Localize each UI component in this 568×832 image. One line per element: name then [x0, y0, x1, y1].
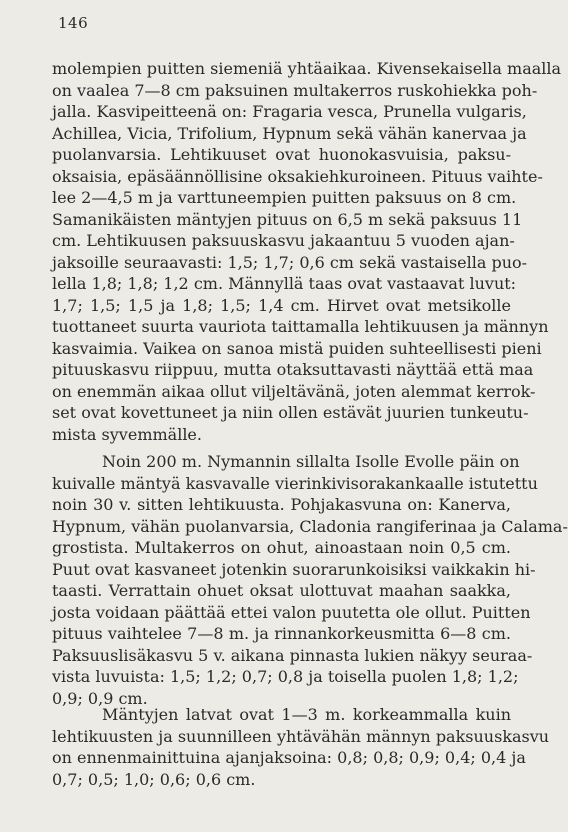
text-line: set ovat kovettuneet ja niin ollen estävät juurien tunkeutu- — [52, 403, 529, 422]
text-line: josta voidaan päättää ettei valon puutetta ole ollut. Puitten — [52, 602, 531, 622]
text-line: Mäntyjen latvat ovat 1—3 m. korkeammalla kuin — [102, 705, 511, 724]
page-number: 146 — [58, 14, 89, 32]
text-line: grostista. Multakerros on ohut, ainoastaan noin 0,5 cm. — [52, 538, 511, 557]
text-line: lehtikuusten ja suunnilleen yhtävähän männyn paksuuskasvu — [52, 726, 550, 746]
text-line: vista luvuista: 1,5; 1,2; 0,7; 0,8 ja toisella puolen 1,8; 1,2; — [52, 667, 519, 686]
text-line: noin 30 v. sitten lehtikuusta. Pohjakasvuna on: Kanerva, — [52, 495, 511, 514]
text-line: lee 2—4,5 m ja varttuneempien puitten paksuus on 8 cm. — [52, 188, 517, 207]
paragraph-2 — [52, 451, 568, 709]
text-line: cm. Lehtikuusen paksuuskasvu jakaantuu 5 vuoden ajan- — [52, 231, 515, 250]
text-line: Achillea, Vicia, Trifolium, Hypnum sekä vähän kanervaa ja — [52, 123, 527, 143]
text-line: taasti. Verrattain ohuet oksat ulottuvat maahan saakka, — [52, 581, 511, 600]
text-line: oksaisia, epäsäännöllisine oksakiehkuroineen. Pituus vaihte- — [52, 166, 543, 186]
text-line: Noin 200 m. Nymannin sillalta Isolle Evolle päin on — [102, 452, 520, 471]
text-line: Paksuuslisäkasvu 5 v. aikana pinnasta lukien näkyy seuraa- — [52, 645, 533, 665]
text-line: molempien puitten siemeniä yhtäaikaa. Kivensekaisella maalla — [52, 59, 562, 78]
text-line: kuivalle mäntyä kasvavalle vierinkivisorakankaalle istutettu — [52, 473, 538, 493]
paragraph-3 — [52, 704, 550, 790]
text-line: on ennenmainittuina ajanjaksoina: 0,8; 0,8; 0,9; 0,4; 0,4 ja — [52, 748, 526, 767]
text-line: mista syvemmälle. — [52, 424, 202, 444]
text-line: on vaalea 7—8 cm paksuinen multakerros ruskohiekka poh- — [52, 80, 538, 100]
text-line: tuottaneet suurta vauriota taittamalla lehtikuusen ja männyn — [52, 317, 549, 336]
text-line: Hypnum, vähän puolanvarsia, Cladonia rangiferinaa ja Calama- — [52, 516, 568, 536]
text-line: Samanikäisten mäntyjen pituus on 6,5 m sekä paksuus 11 — [52, 209, 523, 229]
text-line: 0,7; 0,5; 1,0; 0,6; 0,6 cm. — [52, 769, 256, 789]
text-line: puolanvarsia. Lehtikuuset ovat huonokasvuisia, paksu- — [52, 145, 511, 164]
text-line: lella 1,8; 1,8; 1,2 cm. Männyllä taas ovat vastaavat luvut: — [52, 274, 517, 293]
text-line: pituuskasvu riippuu, mutta otaksuttavasti näyttää että maa — [52, 360, 534, 379]
text-line: Puut ovat kasvaneet jotenkin suorarunkoisiksi vaikkakin hi- — [52, 559, 536, 579]
text-line: 0,9; 0,9 cm. — [52, 688, 148, 708]
text-line: on enemmän aikaa ollut viljeltävänä, joten alemmat kerrok- — [52, 381, 536, 401]
text-line: 1,7; 1,5; 1,5 ja 1,8; 1,5; 1,4 cm. Hirvet ovat metsikolle — [52, 295, 511, 315]
paragraph-1 — [52, 58, 562, 445]
text-line: kasvaimia. Vaikea on sanoa mistä puiden suhteellisesti pieni — [52, 338, 542, 358]
text-line: jaksoille seuraavasti: 1,5; 1,7; 0,6 cm sekä vastaisella puo- — [52, 252, 528, 272]
text-line: pituus vaihtelee 7—8 m. ja rinnankorkeusmitta 6—8 cm. — [52, 624, 511, 643]
text-line: jalla. Kasvipeitteenä on: Fragaria vesca, Prunella vulgaris, — [52, 102, 527, 121]
